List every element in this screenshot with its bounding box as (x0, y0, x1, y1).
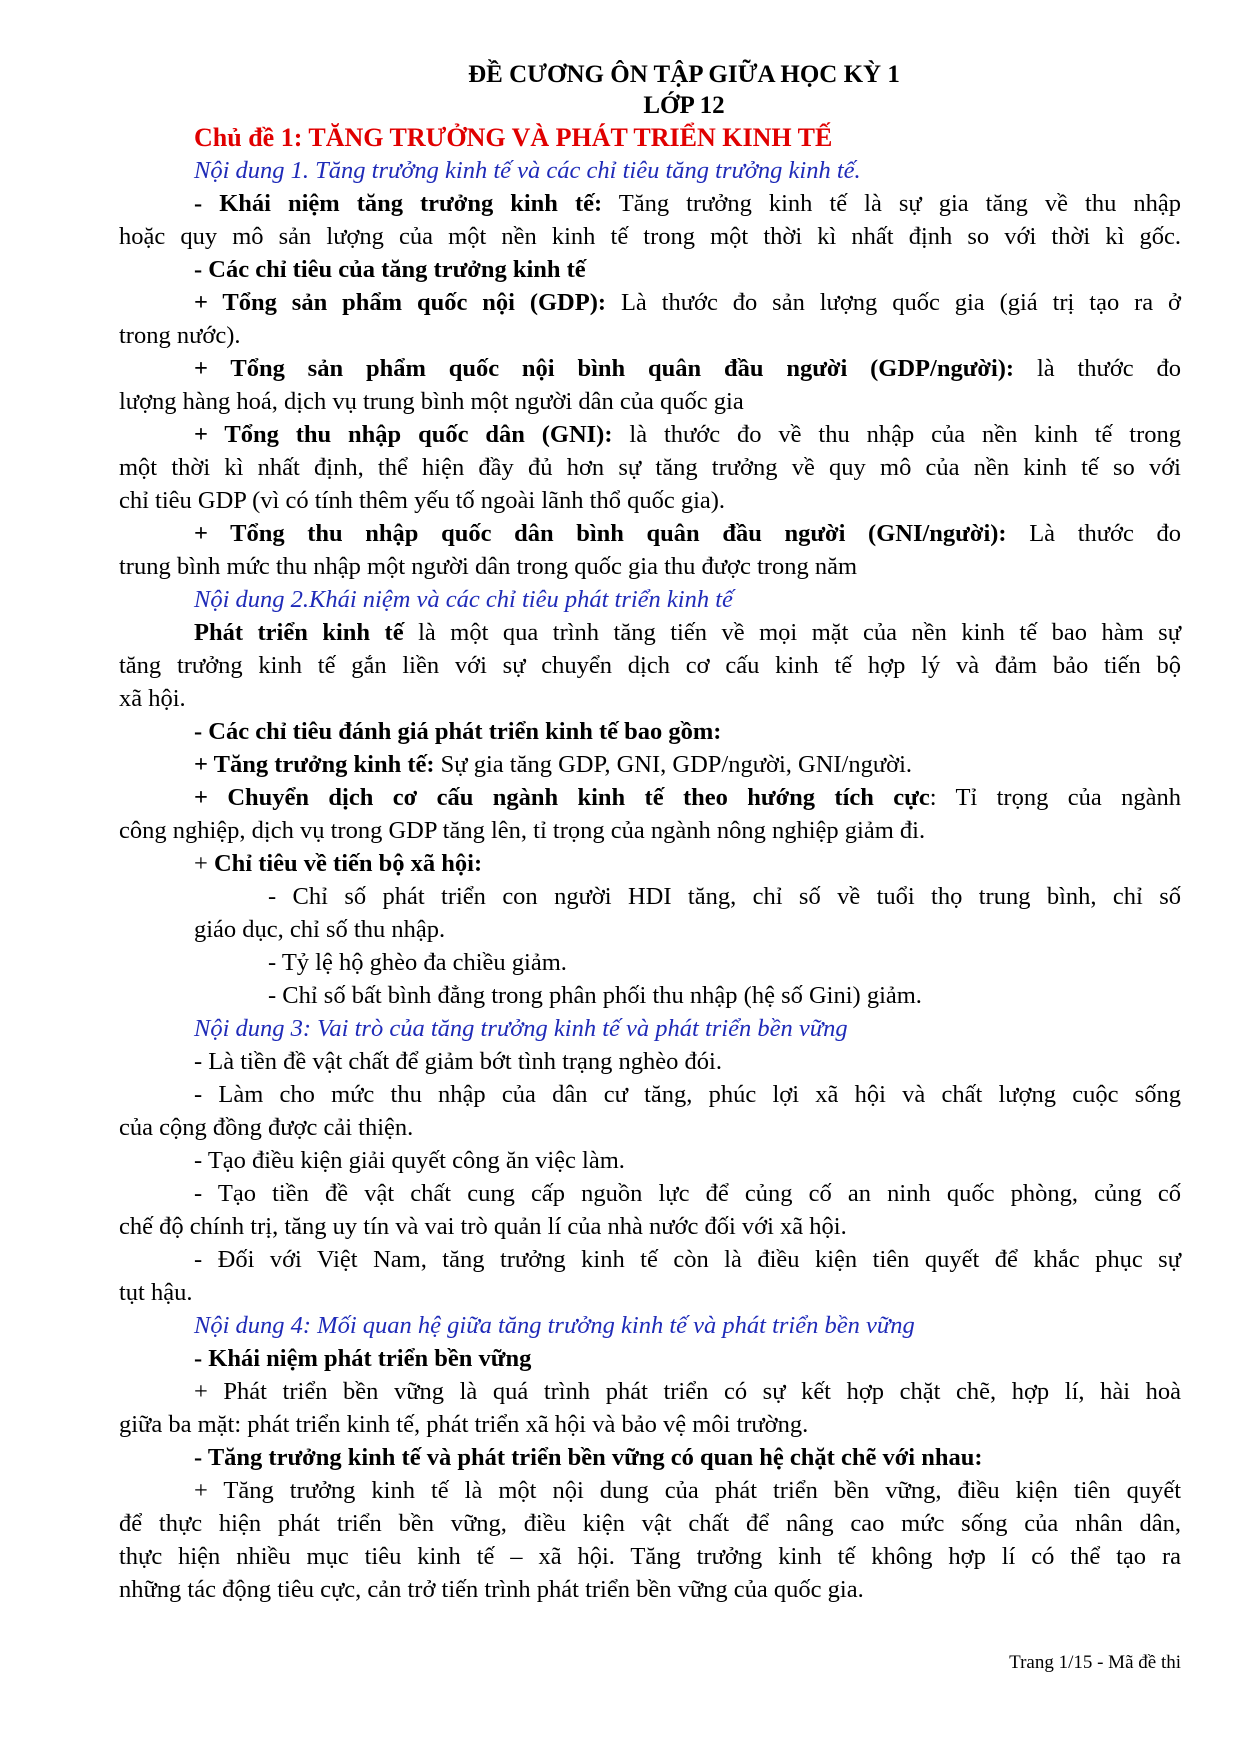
paragraph-line: lượng hàng hoá, dịch vụ trung bình một người dân của quốc gia (119, 388, 744, 415)
paragraph-line: công nghiệp, dịch vụ trong GDP tăng lên, tỉ trọng của ngành nông nghiệp giảm đi. (119, 817, 926, 844)
paragraph: + Tổng thu nhập quốc dân bình quân đầu người (GNI/người): Là thước đo (194, 520, 1181, 547)
subheading: - Các chỉ tiêu của tăng trưởng kinh tế (194, 256, 586, 283)
list-item: - Tạo điều kiện giải quyết công ăn việc làm. (194, 1147, 625, 1174)
list-item: - Chỉ số bất bình đẳng trong phân phối thu nhập (hệ số Gini) giảm. (268, 982, 922, 1009)
list-item: - Đối với Việt Nam, tăng trưởng kinh tế còn là điều kiện tiên quyết để khắc phục sự (194, 1246, 1181, 1273)
topic-heading: Chủ đề 1: TĂNG TRƯỞNG VÀ PHÁT TRIỂN KINH TẾ (194, 123, 833, 152)
section-heading-1: Nội dung 1. Tăng trưởng kinh tế và các chỉ tiêu tăng trưởng kinh tế. (194, 157, 861, 184)
paragraph-line: tụt hậu. (119, 1279, 193, 1306)
paragraph-line: của cộng đồng được cải thiện. (119, 1114, 414, 1141)
paragraph-line: chế độ chính trị, tăng uy tín và vai trò quản lí của nhà nước đối với xã hội. (119, 1213, 847, 1240)
paragraph: - Khái niệm tăng trưởng kinh tế: Tăng trưởng kinh tế là sự gia tăng về thu nhập (194, 190, 1182, 217)
paragraph-line: trong nước). (119, 322, 241, 349)
paragraph-line: trung bình mức thu nhập một người dân trong quốc gia thu được trong năm (119, 553, 858, 580)
paragraph-line: hoặc quy mô sản lượng của một nền kinh tế trong một thời kì nhất định so với thời kì gốc. (119, 223, 1181, 250)
section-heading-4: Nội dung 4: Mối quan hệ giữa tăng trưởng kinh tế và phát triển bền vững (194, 1312, 915, 1339)
list-item: + Tăng trưởng kinh tế là một nội dung của phát triển bền vững, điều kiện tiên quyết (194, 1477, 1181, 1504)
list-item: + Phát triển bền vững là quá trình phát triển có sự kết hợp chặt chẽ, hợp lí, hài hoà (194, 1378, 1181, 1405)
paragraph: + Chuyển dịch cơ cấu ngành kinh tế theo hướng tích cực: Tỉ trọng của ngành (194, 784, 1181, 811)
paragraph: + Chỉ tiêu về tiến bộ xã hội: (194, 850, 483, 877)
subheading: - Tăng trưởng kinh tế và phát triển bền vững có quan hệ chặt chẽ với nhau: (194, 1444, 983, 1471)
section-heading-3: Nội dung 3: Vai trò của tăng trưởng kinh tế và phát triển bền vững (194, 1015, 848, 1042)
page-footer: Trang 1/15 - Mã đề thi (1009, 1652, 1181, 1673)
paragraph: + Tổng sản phẩm quốc nội bình quân đầu người (GDP/người): là thước đo (194, 355, 1181, 382)
subheading: - Các chỉ tiêu đánh giá phát triển kinh tế bao gồm: (194, 718, 722, 745)
paragraph-line: chỉ tiêu GDP (vì có tính thêm yếu tố ngoài lãnh thổ quốc gia). (119, 487, 726, 514)
paragraph: + Tổng thu nhập quốc dân (GNI): là thước đo về thu nhập của nền kinh tế trong (194, 421, 1181, 448)
paragraph-line: một thời kì nhất định, thể hiện đầy đủ hơn sự tăng trưởng về quy mô của nền kinh tế so với (119, 454, 1181, 481)
list-item: - Tỷ lệ hộ ghèo đa chiều giảm. (268, 949, 567, 976)
paragraph: Phát triển kinh tế là một qua trình tăng tiến về mọi mặt của nền kinh tế bao hàm sự (194, 619, 1181, 646)
paragraph-line: để thực hiện phát triển bền vững, điều kiện vật chất để nâng cao mức sống của nhân dân, (119, 1510, 1181, 1537)
subheading: - Khái niệm phát triển bền vững (194, 1345, 532, 1372)
list-item: - Chỉ số phát triển con người HDI tăng, chỉ số về tuổi thọ trung bình, chỉ số (268, 883, 1181, 910)
paragraph-line: tăng trưởng kinh tế gắn liền với sự chuyển dịch cơ cấu kinh tế hợp lý và đảm bảo tiến bộ (119, 652, 1181, 679)
list-item: - Tạo tiền đề vật chất cung cấp nguồn lực để củng cố an ninh quốc phòng, củng cố (194, 1180, 1181, 1207)
paragraph-line: thực hiện nhiều mục tiêu kinh tế – xã hội. Tăng trưởng kinh tế không hợp lí có thể tạo ra (119, 1543, 1181, 1570)
paragraph: + Tăng trưởng kinh tế: Sự gia tăng GDP, GNI, GDP/người, GNI/người. (194, 751, 913, 778)
paragraph-line: những tác động tiêu cực, cản trở tiến trình phát triển bền vững của quốc gia. (119, 1576, 864, 1603)
list-item: - Làm cho mức thu nhập của dân cư tăng, phúc lợi xã hội và chất lượng cuộc sống (194, 1081, 1181, 1108)
paragraph-line: giáo dục, chỉ số thu nhập. (194, 916, 446, 943)
list-item: - Là tiền đề vật chất để giảm bớt tình trạng nghèo đói. (194, 1048, 722, 1075)
doc-title: ĐỀ CƯƠNG ÔN TẬP GIỮA HỌC KỲ 1 (468, 61, 900, 88)
section-heading-2: Nội dung 2.Khái niệm và các chỉ tiêu phát triển kinh tế (194, 586, 733, 613)
paragraph-line: xã hội. (119, 685, 186, 712)
paragraph: + Tổng sản phẩm quốc nội (GDP): Là thước đo sản lượng quốc gia (giá trị tạo ra ở (194, 289, 1182, 316)
doc-grade: LỚP 12 (643, 92, 725, 119)
paragraph-line: giữa ba mặt: phát triển kinh tế, phát triển xã hội và bảo vệ môi trường. (119, 1411, 809, 1438)
